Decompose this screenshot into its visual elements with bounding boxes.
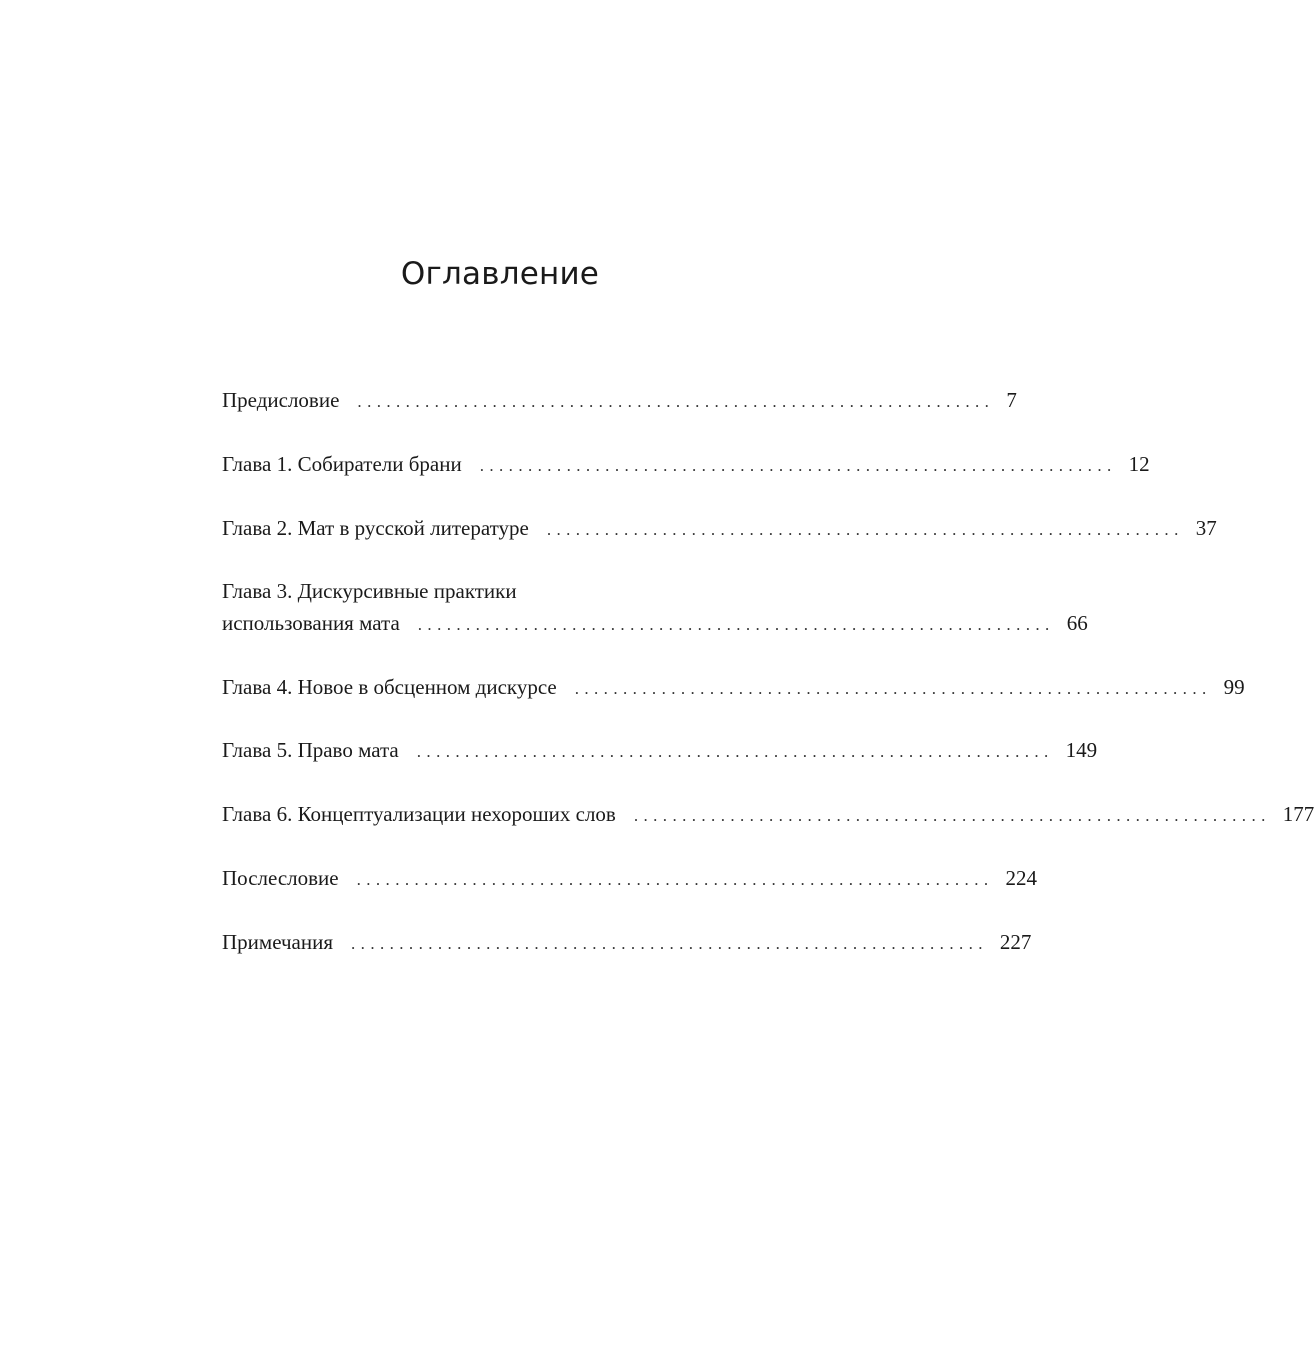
toc-entry-title-line-2: использования мата	[222, 611, 400, 635]
toc-entry-title: Глава 6. Концептуализации нехороших слов	[222, 802, 616, 826]
toc-entry-preface[interactable]	[222, 384, 1017, 418]
toc-entry-title: Глава 4. Новое в обсценном дискурсе	[222, 675, 557, 699]
toc-page-number: 12	[1128, 452, 1150, 476]
toc-page-number: 227	[999, 930, 1032, 954]
toc-entry-chapter-6[interactable]	[222, 798, 1314, 832]
toc-entry-title: Примечания	[222, 930, 334, 954]
toc-page-number: 7	[1006, 388, 1017, 412]
toc-entry-chapter-2[interactable]	[222, 512, 1217, 546]
dot-leader: ..................................................................	[546, 520, 1184, 539]
toc-page-number: 99	[1223, 675, 1245, 699]
toc-entry-title: Послесловие	[222, 866, 339, 890]
toc-entry-afterword[interactable]	[222, 862, 1038, 896]
toc-entry-title: Глава 5. Право мата	[222, 738, 399, 762]
toc-entry-chapter-1[interactable]	[222, 448, 1150, 482]
toc-entry-notes[interactable]	[222, 926, 1032, 960]
toc-page-number: 66	[1066, 611, 1088, 635]
dot-leader: ..................................................................	[351, 934, 988, 953]
toc-entry-title: Глава 2. Мат в русской литературе	[222, 516, 529, 540]
toc-page-number: 177	[1282, 802, 1314, 826]
page-title: Оглавление	[400, 256, 600, 292]
dot-leader: ..................................................................	[356, 870, 994, 889]
dot-leader: ..................................................................	[357, 392, 995, 411]
dot-leader: ..................................................................	[416, 742, 1054, 761]
toc-entry-chapter-5[interactable]	[222, 734, 1098, 768]
dot-leader: ..................................................................	[633, 806, 1271, 825]
toc-entry-title-line-1: Глава 3. Дискурсивные практики	[222, 579, 517, 603]
toc-page-number: 224	[1005, 866, 1038, 890]
toc-entry-title: Предисловие	[222, 388, 340, 412]
dot-leader: ..................................................................	[479, 456, 1117, 475]
dot-leader: ..................................................................	[417, 615, 1055, 634]
toc-entry-chapter-3[interactable]	[222, 575, 1088, 641]
toc-page-number: 37	[1195, 516, 1217, 540]
toc-page-number: 149	[1065, 738, 1098, 762]
dot-leader: ..................................................................	[574, 679, 1212, 698]
toc-entry-chapter-4[interactable]	[222, 671, 1245, 705]
toc-entry-title: Глава 1. Собиратели брани	[222, 452, 462, 476]
